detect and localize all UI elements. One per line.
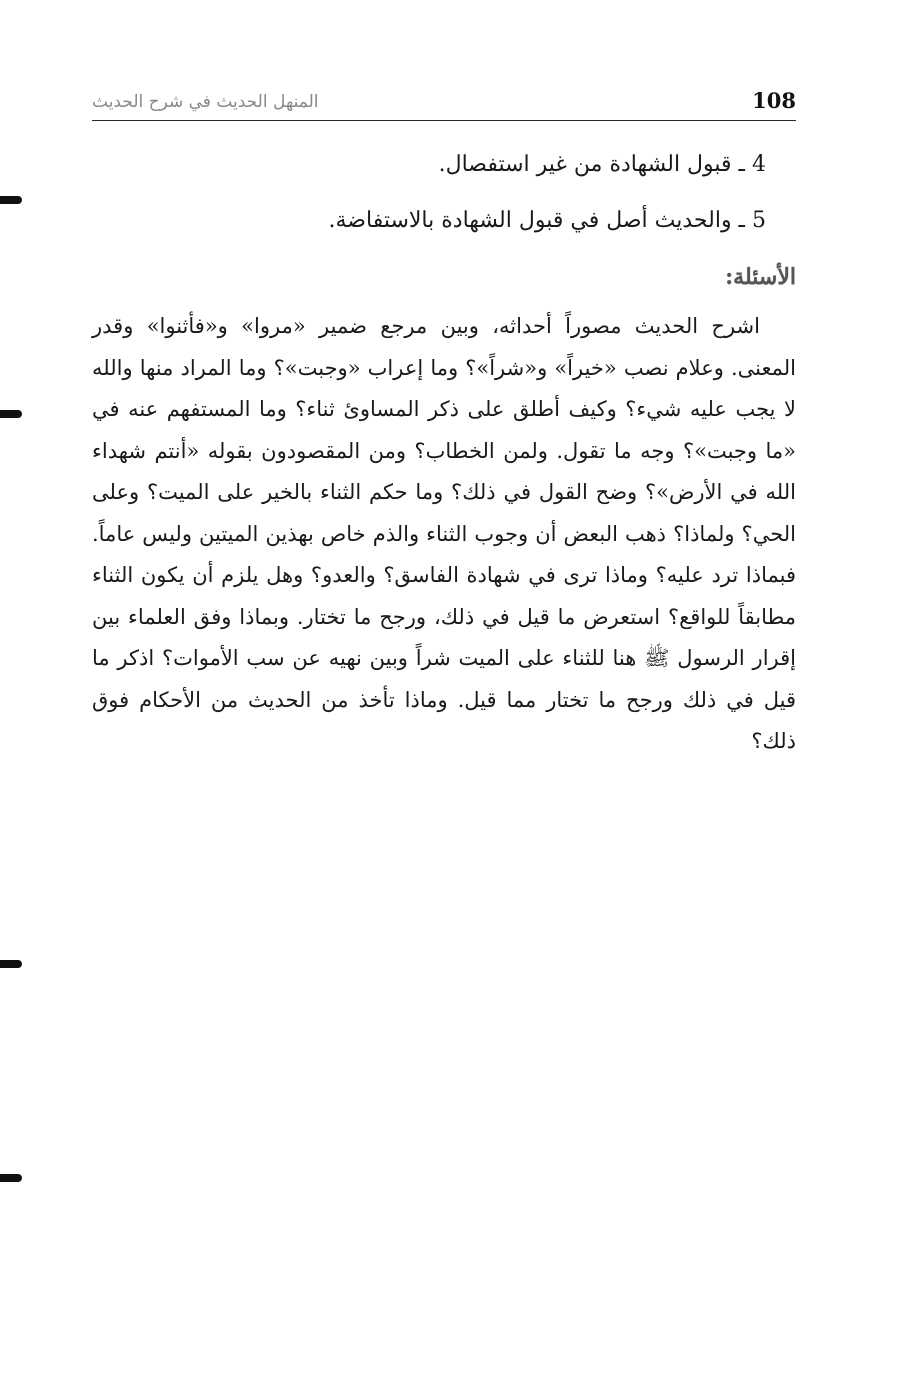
scan-edge-mark bbox=[0, 410, 22, 418]
questions-heading: الأسئلة: bbox=[725, 264, 796, 290]
scan-edge-mark bbox=[0, 960, 22, 968]
questions-paragraph: اشرح الحديث مصوراً أحداثه، وبين مرجع ضمير «مروا» و«فأثنوا» وقدر المعنى. وعلام نصب «خيراً» و«شراً»؟ وما إعراب «وجبت»؟ وما المراد منها والله لا يجب عليه شيء؟ وكيف أطلق على ذكر المساوئ ثناء؟ وما المستفهم عنه في «ما وجبت»؟ وجه ما تقول. ولمن الخطاب؟ ومن المقصودون بقوله «أنتم شهداء الله في الأرض»؟ وضح القول في ذلك؟ وما حكم الثناء بالخير على الميت؟ وعلى الحي؟ ولماذا؟ ذهب البعض أن وجوب الثناء والذم خاص بهذين الميتين وليس عاماً. فبماذا ترد عليه؟ وماذا ترى في شهادة الفاسق؟ والعدو؟ وهل يلزم أن يكون الثناء مطابقاً للواقع؟ استعرض ما قيل في ذلك، ورجح ما تختار. وبماذا وفق العلماء بين إقرار الرسول ﷺ هنا للثناء على الميت شراً وبين نهيه عن سب الأموات؟ اذكر ما قيل في ذلك ورجح ما تختار مما قيل. وماذا تأخذ من الحديث من الأحكام فوق ذلك؟ bbox=[92, 314, 796, 753]
scan-edge-mark bbox=[0, 196, 22, 204]
page-body bbox=[92, 150, 796, 763]
scan-edge-mark bbox=[0, 1174, 22, 1182]
page-header bbox=[92, 84, 796, 121]
running-title: المنهل الحديث في شرح الحديث bbox=[92, 92, 319, 112]
numbered-item-5: 5 ـ والحديث أصل في قبول الشهادة بالاستفاضة. bbox=[328, 208, 766, 233]
numbered-item-4: 4 ـ قبول الشهادة من غير استفصال. bbox=[438, 152, 766, 177]
page-number: 108 bbox=[752, 88, 796, 113]
